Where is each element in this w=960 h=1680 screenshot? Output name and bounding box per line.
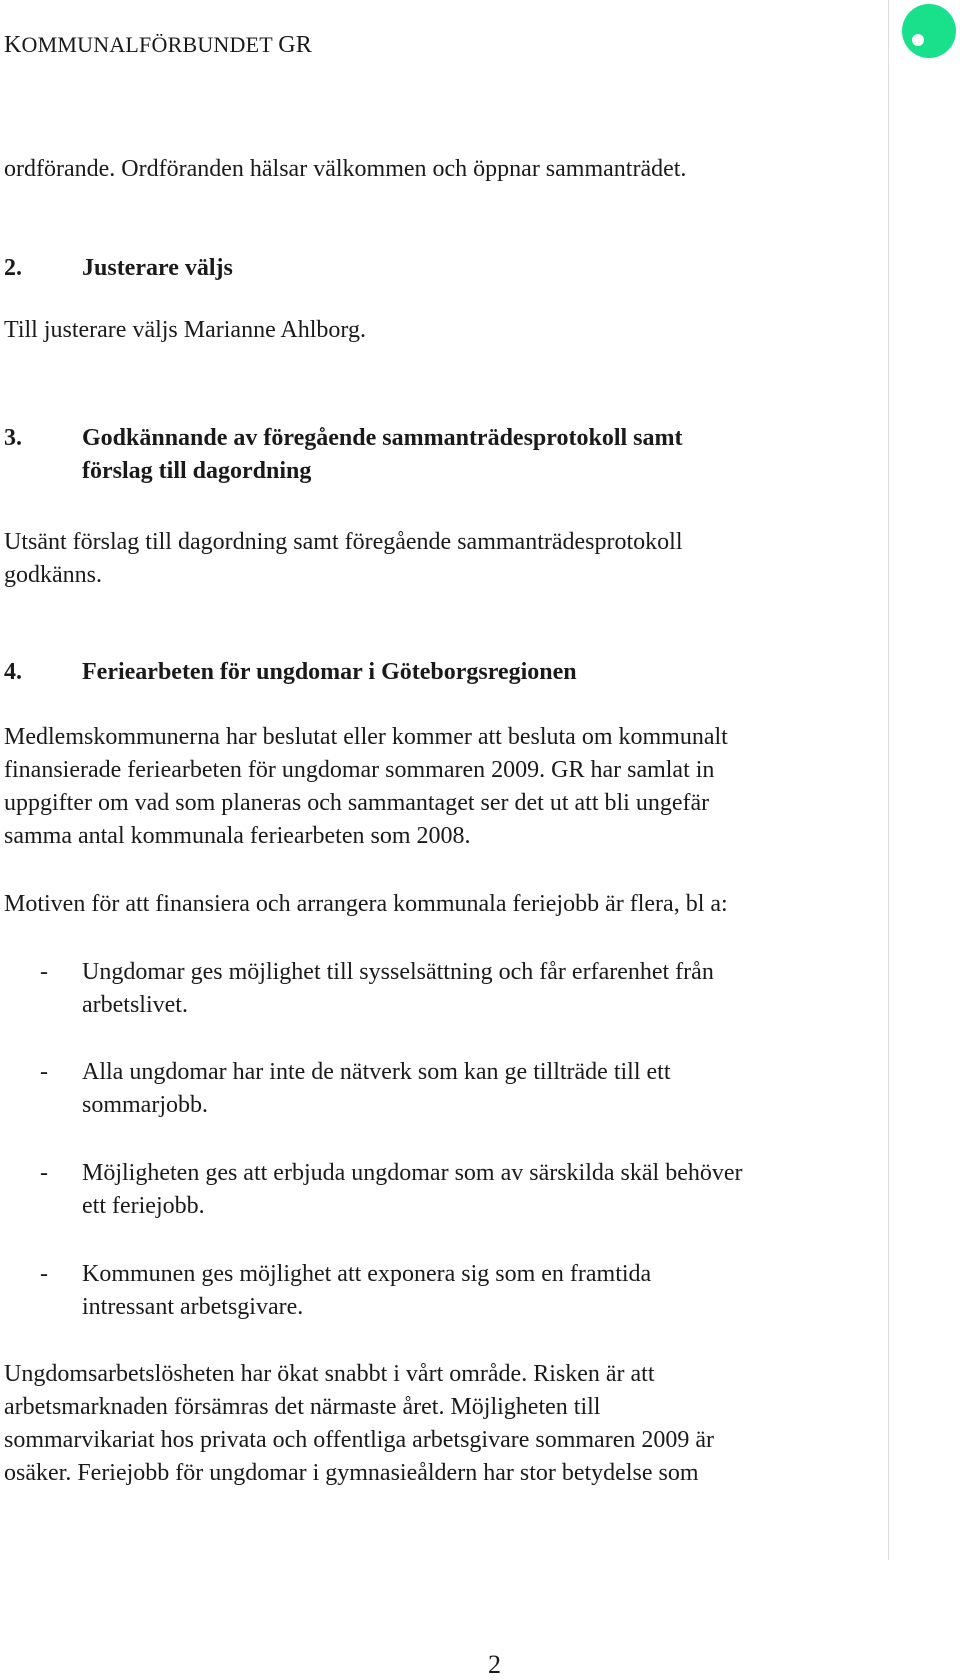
margin-rule [888, 0, 889, 1560]
header-org-suffix: GR [278, 32, 312, 58]
section-3-paragraph-line: Utsänt förslag till dagordning samt föregående sammanträdesprotokoll [4, 529, 683, 555]
section-title-continued: förslag till dagordning [82, 458, 312, 484]
page-number: 2 [488, 1650, 501, 1679]
section-3-paragraph-line: godkänns. [4, 562, 102, 588]
section-2-paragraph: Till justerare väljs Marianne Ahlborg. [4, 317, 366, 343]
intro-line: ordförande. Ordföranden hälsar välkommen och öppnar sammanträdet. [4, 156, 687, 182]
header-org-initial: K [4, 32, 22, 58]
bullet-text: intressant arbetsgivare. [82, 1294, 304, 1320]
section-heading-3-line2 [4, 455, 312, 488]
section-number: 2. [4, 255, 22, 281]
bullet-text: arbetslivet. [82, 992, 188, 1018]
document-header [4, 32, 312, 59]
section-4-paragraph-line: finansierade feriearbeten för ungdomar sommaren 2009. GR har samlat in [4, 757, 715, 783]
closing-paragraph-line: sommarvikariat hos privata och offentliga arbetsgivare sommaren 2009 är [4, 1427, 714, 1453]
bullet-dash: - [40, 1261, 48, 1287]
header-org-rest: OMMUNALFÖRBUNDET [21, 32, 273, 57]
bullet-text: sommarjobb. [82, 1092, 208, 1118]
section-heading-3 [4, 422, 683, 455]
bullet-text: Möjligheten ges att erbjuda ungdomar som av särskilda skäl behöver [82, 1160, 743, 1186]
section-4-paragraph-line: samma antal kommunala feriearbeten som 2008. [4, 823, 471, 849]
bullet-text: Alla ungdomar har inte de nätverk som kan ge tillträde till ett [82, 1059, 671, 1085]
bullet-text: Ungdomar ges möjlighet till sysselsättning och får erfarenhet från [82, 959, 714, 985]
section-4-paragraph-line: uppgifter om vad som planeras och sammantaget ser det ut att bli ungefär [4, 790, 710, 816]
closing-paragraph-line: Ungdomsarbetslösheten har ökat snabbt i vårt område. Risken är att [4, 1361, 655, 1387]
closing-paragraph-line: osäker. Feriejobb för ungdomar i gymnasieåldern har stor betydelse som [4, 1460, 699, 1486]
bullet-text: Kommunen ges möjlighet att exponera sig som en framtida [82, 1261, 652, 1287]
bullet-text: ett feriejobb. [82, 1193, 205, 1219]
section-heading-4 [4, 656, 577, 689]
bullet-dash: - [40, 1160, 48, 1186]
bullet-dash: - [40, 959, 48, 985]
closing-paragraph-line: arbetsmarknaden försämras det närmaste året. Möjligheten till [4, 1394, 601, 1420]
section-heading-2 [4, 252, 233, 285]
section-title: Justerare väljs [82, 255, 233, 281]
green-dot-logo-icon [902, 4, 956, 58]
section-title: Feriearbeten för ungdomar i Göteborgsregionen [82, 659, 577, 685]
motives-line: Motiven för att finansiera och arrangera kommunala feriejobb är flera, bl a: [4, 891, 728, 917]
section-number: 3. [4, 425, 22, 451]
section-4-paragraph-line: Medlemskommunerna har beslutat eller kommer att besluta om kommunalt [4, 724, 728, 750]
bullet-dash: - [40, 1059, 48, 1085]
section-title: Godkännande av föregående sammanträdesprotokoll samt [82, 425, 683, 451]
section-number: 4. [4, 659, 22, 685]
